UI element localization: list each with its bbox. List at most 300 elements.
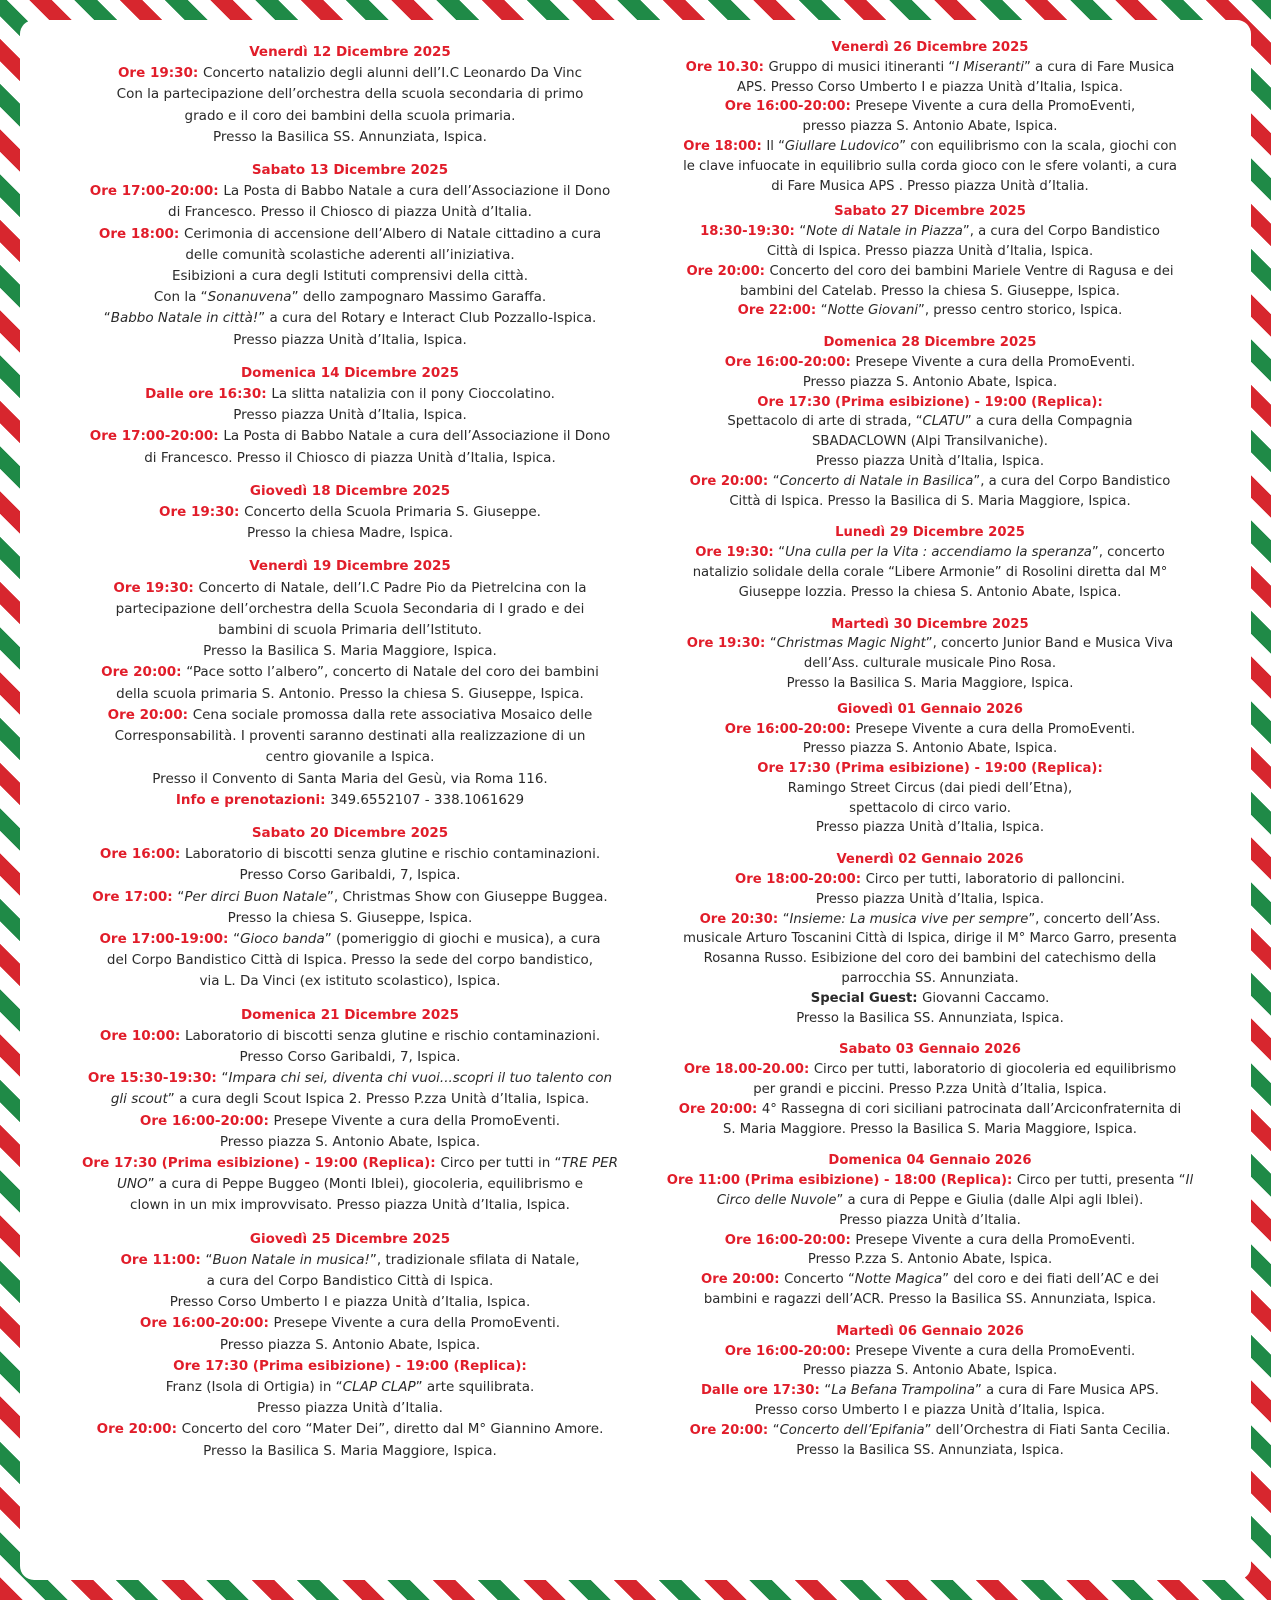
event-text: Laboratorio di biscotti senza glutine e rischio contaminazioni.: [184, 846, 601, 863]
event-line: [60, 1335, 640, 1356]
event-text: ”, concerto dell’Ass.: [1028, 911, 1161, 927]
event-line: [655, 432, 1205, 452]
event-line: [60, 578, 640, 599]
event-time: Ore 17:30 (Prima esibizione) - 19:00 (Replica):: [81, 1154, 441, 1171]
event-text: Gruppo di musici itineranti “: [768, 59, 956, 75]
event-title: CLATU: [922, 414, 965, 430]
event-line: [60, 726, 640, 747]
event-text: Presso Corso Umberto I e piazza Unità d’Italia, Ispica.: [169, 1294, 531, 1311]
event-text: Circo per tutti in “: [440, 1154, 562, 1171]
event-title: Note di Natale in Piazza: [806, 224, 963, 240]
program-sheet: [20, 20, 1251, 1580]
event-time: Dalle ore 16:30:: [145, 386, 272, 403]
event-line: [655, 1191, 1205, 1211]
day-heading: Domenica 14 Dicembre 2025: [240, 364, 460, 381]
event-line: [60, 705, 640, 726]
event-line: [60, 1419, 640, 1440]
event-text: Presso piazza Unità d’Italia, Ispica.: [815, 820, 1045, 836]
event-line: [60, 330, 640, 351]
day-heading: Martedì 30 Dicembre 2025: [831, 616, 1029, 632]
event-line: [60, 1068, 640, 1089]
event-text: ”, a cura del Corpo Bandistico: [962, 224, 1160, 240]
event-title: TRE PER: [561, 1154, 619, 1171]
event-time: Ore 17:00-19:00:: [99, 930, 234, 947]
event-text: La Posta di Babbo Natale a cura dell’Associazione il Dono: [223, 183, 611, 200]
event-text: Presso la Basilica S. Maria Maggiore, Ispica.: [786, 675, 1074, 691]
event-line: [60, 929, 640, 950]
event-text: clown in un mix improvvisato. Presso piazza Unità d’Italia, Ispica.: [130, 1197, 570, 1214]
event-line: [655, 910, 1205, 930]
event-line: [655, 472, 1205, 492]
event-line: [60, 1111, 640, 1132]
event-line: [60, 1250, 640, 1271]
event-time: Ore 20:00:: [107, 706, 193, 723]
event-time: 18:30-19:30:: [700, 224, 800, 240]
event-line: [60, 181, 640, 202]
event-text: Concerto di Natale, dell’I.C Padre Pio da Pietrelcina con la: [198, 579, 587, 596]
event-line: [655, 1060, 1205, 1080]
event-time: Ore 17:00-20:00:: [89, 183, 224, 200]
event-time: Ore 18.00-20.00:: [683, 1062, 814, 1078]
event-text: Concerto del coro “Mater Dei”, diretto dal M° Giannino Amore.: [181, 1421, 604, 1438]
event-text: Presso piazza S. Antonio Abate, Ispica.: [219, 1133, 481, 1150]
event-line: [60, 426, 640, 447]
event-time: Ore 19:30:: [686, 636, 770, 652]
event-line: [655, 262, 1205, 282]
event-line: [60, 865, 640, 886]
event-line: [60, 202, 640, 223]
event-line: [60, 1195, 640, 1216]
event-text: bambini di scuola Primaria dell’Istituto.: [218, 622, 482, 639]
event-line: [60, 641, 640, 662]
event-title: I Miseranti: [955, 59, 1025, 75]
event-time: Ore 19:30:: [117, 65, 204, 82]
event-line: [60, 790, 640, 811]
event-line: [60, 684, 640, 705]
event-text: delle comunità scolastiche aderenti all’iniziativa.: [185, 246, 515, 263]
event-text: ”, presso centro storico, Ispica.: [918, 303, 1123, 319]
event-text: ” con equilibrismo con la scala, giochi con: [899, 138, 1177, 154]
event-time: Ore 20:30:: [699, 911, 783, 927]
event-text: Circo per tutti, presenta “: [1016, 1173, 1186, 1189]
event-text: Cena sociale promossa dalla rete associativa Mosaico delle: [192, 706, 593, 723]
event-text: Presepe Vivente a cura della PromoEventi.: [855, 1232, 1136, 1248]
event-time: Ore 19:30:: [695, 545, 779, 561]
event-title: Giullare Ludovico: [784, 138, 900, 154]
event-title: Concerto di Natale in Basilica: [779, 473, 974, 489]
event-line: [60, 1271, 640, 1292]
event-line: [655, 759, 1205, 779]
event-time: Ore 17:00:: [92, 888, 178, 905]
event-time: Ore 10.30:: [685, 59, 769, 75]
event-text: spettacolo di circo vario.: [849, 800, 1011, 816]
event-time: Ore 19:30:: [113, 579, 199, 596]
event-text: Presso la Basilica SS. Annunziata, Ispica.: [796, 1442, 1064, 1458]
day-heading: Domenica 04 Gennaio 2026: [828, 1153, 1032, 1169]
event-line: [60, 747, 640, 768]
event-text: bambini del Catelab. Presso la chiesa S. Giuseppe, Ispica.: [740, 283, 1120, 299]
event-line: [60, 769, 640, 790]
event-line: [655, 177, 1205, 197]
event-title: Impara chi sei, diventa chi vuoi...scopri il tuo talento con: [228, 1070, 613, 1087]
event-text: S. Maria Maggiore. Presso la Basilica S. Maria Maggiore, Ispica.: [722, 1121, 1137, 1137]
event-line: [655, 137, 1205, 157]
event-text: Corresponsabilità. I proventi saranno destinati alla realizzazione di un: [114, 728, 586, 745]
event-time: Ore 11:00:: [120, 1251, 206, 1268]
event-line: [655, 1211, 1205, 1231]
event-text: partecipazione dell’orchestra della Scuola Secondaria di I grado e dei: [115, 600, 585, 617]
event-text: ” a cura di Peppe Buggeo (Monti Iblei), giocoleria, equilibrismo e: [147, 1176, 584, 1193]
event-text: “: [820, 303, 828, 319]
event-title: Christmas Magic Night: [776, 636, 926, 652]
event-line: [60, 620, 640, 641]
event-title: Insieme: La musica vive per sempre: [789, 911, 1029, 927]
event-line: [655, 989, 1205, 1009]
day-heading: Giovedì 18 Dicembre 2025: [249, 482, 451, 499]
right-column: [655, 38, 1205, 1460]
event-line: [60, 908, 640, 929]
event-text: Ramingo Street Circus (dai piedi dell’Etna),: [787, 780, 1073, 796]
day-heading: Giovedì 25 Dicembre 2025: [249, 1230, 451, 1247]
event-line: [655, 78, 1205, 98]
event-line: [655, 1171, 1205, 1191]
event-line: [60, 384, 640, 405]
event-text: Presso la Basilica SS. Annunziata, Ispica.: [796, 1010, 1064, 1026]
event-line: [60, 1026, 640, 1047]
event-line: [60, 1174, 640, 1195]
event-line: [655, 583, 1205, 603]
event-line: [60, 599, 640, 620]
event-text: Con la partecipazione dell’orchestra della scuola secondaria di primo: [116, 86, 584, 103]
event-time: Info e prenotazioni:: [175, 791, 331, 808]
event-line: [655, 1421, 1205, 1441]
event-text: di Francesco. Presso il Chiosco di piazza Unità d’Italia, Ispica.: [144, 449, 556, 466]
event-line: [60, 1292, 640, 1313]
event-text: Concerto natalizio degli alunni dell’I.C Leonardo Da Vinc: [203, 65, 583, 82]
event-line: [60, 1089, 640, 1110]
event-line: [60, 266, 640, 287]
event-text: ” del coro e dei fiati dell’AC e dei: [942, 1272, 1159, 1288]
event-title: Il: [1185, 1173, 1194, 1189]
event-line: [655, 634, 1205, 654]
event-text: Cerimonia di accensione dell’Albero di Natale cittadino a cura: [183, 225, 602, 242]
event-title: Sonanuvena: [207, 289, 292, 306]
event-text: Franz (Isola di Ortigia) in “: [165, 1378, 343, 1395]
event-time: Ore 16:00-20:00:: [724, 1343, 856, 1359]
event-text: parrocchia SS. Annunziata.: [841, 971, 1019, 987]
event-title: Notte Magica: [854, 1272, 943, 1288]
event-text: Presso piazza S. Antonio Abate, Ispica.: [802, 1363, 1058, 1379]
event-line: [60, 1313, 640, 1334]
event-line: [655, 157, 1205, 177]
event-time: Ore 16:00-20:00:: [724, 99, 856, 115]
special-guest-label: Special Guest:: [810, 990, 923, 1006]
event-text: presso piazza S. Antonio Abate, Ispica.: [802, 119, 1058, 135]
event-text: di Francesco. Presso il Chiosco di piazza Unità d’Italia.: [168, 204, 532, 221]
event-line: [60, 1377, 640, 1398]
event-text: Presepe Vivente a cura della PromoEventi.: [273, 1315, 561, 1332]
event-text: ” a cura di Fare Musica APS.: [974, 1383, 1159, 1399]
event-line: [655, 654, 1205, 674]
event-line: [655, 870, 1205, 890]
event-time: Ore 16:00-20:00:: [724, 354, 856, 370]
event-line: [655, 353, 1205, 373]
event-text: Presso P.zza S. Antonio Abate, Ispica.: [807, 1252, 1053, 1268]
event-text: Presso piazza Unità d’Italia.: [839, 1212, 1021, 1228]
event-line: [60, 1441, 640, 1462]
event-time: Ore 18:00:: [98, 225, 184, 242]
event-line: [60, 1153, 640, 1174]
event-time: Ore 17:30 (Prima esibizione) - 19:00 (Replica):: [757, 394, 1103, 410]
event-title: CLAP CLAP: [342, 1378, 416, 1395]
event-line: [655, 282, 1205, 302]
event-text: ” a cura di Peppe e Giulia (dalle Alpi agli Iblei).: [836, 1193, 1144, 1209]
event-text: centro giovanile a Ispica.: [265, 749, 435, 766]
event-line: [655, 1290, 1205, 1310]
event-text: SBADACLOWN (Alpi Transilvaniche).: [812, 434, 1048, 450]
event-line: [60, 224, 640, 245]
event-title: gli scout: [110, 1091, 168, 1108]
event-text: “: [221, 1070, 229, 1087]
day-heading: Venerdì 19 Dicembre 2025: [249, 558, 451, 575]
event-text: “: [177, 888, 185, 905]
day-heading: Martedì 06 Gennaio 2026: [836, 1323, 1024, 1339]
event-line: [655, 452, 1205, 472]
event-text: Laboratorio di biscotti senza glutine e rischio contaminazioni.: [184, 1027, 601, 1044]
event-text: “: [799, 224, 807, 240]
event-text: ” a cura di Fare Musica: [1024, 59, 1175, 75]
event-line: [60, 448, 640, 469]
day-heading: Sabato 03 Gennaio 2026: [839, 1042, 1021, 1058]
event-text: ” dell’Orchestra di Fiati Santa Cecilia.: [924, 1422, 1171, 1438]
event-line: [655, 779, 1205, 799]
event-line: [655, 739, 1205, 759]
event-text: Presso piazza S. Antonio Abate, Ispica.: [802, 374, 1058, 390]
event-line: [60, 106, 640, 127]
event-line: [655, 890, 1205, 910]
event-text: “: [772, 473, 780, 489]
event-text: musicale Arturo Toscanini Città di Ispica, dirige il M° Marco Garro, presenta: [683, 931, 1177, 947]
event-text: Presso piazza Unità d’Italia.: [257, 1400, 443, 1417]
event-line: [655, 301, 1205, 321]
day-heading: Sabato 13 Dicembre 2025: [251, 162, 449, 179]
event-line: [655, 818, 1205, 838]
event-text: La Posta di Babbo Natale a cura dell’Associazione il Dono: [223, 428, 611, 445]
day-heading: Venerdì 02 Gennaio 2026: [836, 852, 1024, 868]
day-heading: Venerdì 12 Dicembre 2025: [249, 44, 451, 60]
event-text: a cura del Corpo Bandistico Città di Ispica.: [206, 1272, 494, 1289]
event-text: Presso corso Umberto I e piazza Unità d’Italia, Ispica.: [754, 1403, 1106, 1418]
event-text: via L. Da Vinci (ex istituto scolastico), Ispica.: [199, 973, 501, 990]
event-time: Ore 17:30 (Prima esibizione) - 19:00 (Replica):: [173, 1357, 527, 1374]
event-line: [655, 492, 1205, 512]
event-title: UNO: [116, 1176, 148, 1193]
event-line: [655, 563, 1205, 583]
event-title: Babbo Natale in città!: [110, 310, 259, 327]
event-text: ” a cura del Rotary e Interact Club Pozzallo-Ispica.: [258, 310, 597, 327]
event-line: [60, 950, 640, 971]
event-line: [655, 58, 1205, 78]
event-line: [60, 1132, 640, 1153]
event-line: [60, 971, 640, 992]
event-time: Ore 20:00:: [689, 473, 773, 489]
event-line: [60, 63, 640, 84]
event-text: di Fare Musica APS . Presso piazza Unità d’Italia.: [771, 178, 1089, 194]
event-text: Circo per tutti, laboratorio di giocoleria ed equilibrismo: [813, 1062, 1177, 1078]
event-line: [60, 523, 640, 544]
event-time: Ore 17:00-20:00:: [89, 428, 224, 445]
event-time: Ore 16:00-20:00:: [139, 1112, 274, 1129]
event-text: le clave infuocate in equilibrio sulla corda gioco con le sfere volanti, a cura: [683, 158, 1177, 174]
event-line: [655, 929, 1205, 949]
event-text: Esibizioni a cura degli Istituti comprensivi della città.: [171, 268, 529, 285]
event-line: [60, 287, 640, 308]
event-title: Notte Giovani: [827, 303, 919, 319]
event-line: [60, 1047, 640, 1068]
event-line: [655, 373, 1205, 393]
event-time: Ore 18:00:: [683, 138, 767, 154]
event-line: [60, 662, 640, 683]
event-text: Presso la chiesa S. Giuseppe, Ispica.: [227, 909, 473, 926]
event-text: Presso piazza Unità d’Italia, Ispica.: [233, 407, 467, 424]
event-text: APS. Presso Corso Umberto I e piazza Unità d’Italia, Ispica.: [737, 79, 1123, 95]
event-text: ” a cura degli Scout Ispica 2. Presso P.zza Unità d’Italia, Ispica.: [167, 1091, 590, 1108]
event-text: “: [103, 310, 111, 327]
event-text: ”, Christmas Show con Giuseppe Buggea.: [326, 888, 608, 905]
event-text: Concerto della Scuola Primaria S. Giuseppe.: [244, 504, 541, 521]
event-text: ”, concerto: [1091, 545, 1165, 561]
event-time: Ore 16:00-20:00:: [139, 1315, 274, 1332]
event-text: Concerto “: [784, 1272, 855, 1288]
event-text: Città di Ispica. Presso la Basilica di S. Maria Maggiore, Ispica.: [729, 493, 1131, 509]
event-text: Presso il Convento di Santa Maria del Gesù, via Roma 116.: [152, 770, 548, 787]
event-time: Ore 22:00:: [737, 303, 821, 319]
day-heading: Domenica 21 Dicembre 2025: [240, 1006, 460, 1023]
event-text: 349.6552107 - 338.1061629: [330, 791, 525, 808]
event-line: [655, 720, 1205, 740]
event-time: Ore 19:30:: [159, 504, 245, 521]
event-time: Ore 15:30-19:30:: [87, 1070, 222, 1087]
event-text: “: [205, 1251, 213, 1268]
event-text: Presso la chiesa Madre, Ispica.: [247, 525, 453, 542]
event-title: Concerto dell’Epifania: [779, 1422, 925, 1438]
event-time: Ore 20:00:: [689, 1422, 773, 1438]
event-line: [60, 1356, 640, 1377]
event-time: Ore 20:00:: [96, 1421, 182, 1438]
event-time: Ore 20:00:: [686, 263, 770, 279]
event-text: Presso Corso Garibaldi, 7, Ispica.: [239, 1048, 461, 1065]
event-text: ” (pomeriggio di giochi e musica), a cura: [324, 930, 601, 947]
event-text: Presso la Basilica S. Maria Maggiore, Ispica.: [203, 1442, 497, 1459]
event-time: Ore 20:00:: [678, 1101, 762, 1117]
event-text: Giovanni Caccamo.: [922, 990, 1050, 1006]
event-time: Ore 16:00:: [99, 846, 185, 863]
event-time: Ore 17:30 (Prima esibizione) - 19:00 (Replica):: [757, 761, 1103, 777]
event-text: ”, a cura del Corpo Bandistico: [973, 473, 1171, 489]
day-heading: Domenica 28 Dicembre 2025: [823, 335, 1037, 351]
event-text: Il “: [766, 138, 785, 154]
event-text: “Pace sotto l’albero”, concerto di Natale del coro dei bambini: [186, 664, 599, 681]
event-text: Giuseppe Iozzia. Presso la chiesa S. Antonio Abate, Ispica.: [738, 584, 1122, 600]
event-time: Dalle ore 17:30:: [700, 1383, 825, 1399]
event-line: [60, 502, 640, 523]
event-text: Presepe Vivente a cura della PromoEventi,: [855, 99, 1136, 115]
event-line: [655, 1441, 1205, 1461]
event-text: Concerto del coro dei bambini Mariele Ventre di Ragusa e dei: [769, 263, 1174, 279]
event-text: ” arte squilibrata.: [415, 1378, 535, 1395]
event-line: [655, 412, 1205, 432]
event-text: grado e il coro dei bambini della scuola primaria.: [184, 107, 516, 124]
event-time: Ore 16:00-20:00:: [724, 1232, 856, 1248]
event-line: [60, 405, 640, 426]
event-line: [60, 887, 640, 908]
event-text: dell’Ass. culturale musicale Pino Rosa.: [803, 656, 1057, 672]
event-text: Presepe Vivente a cura della PromoEventi.: [855, 721, 1136, 737]
event-line: [60, 308, 640, 329]
event-line: [655, 949, 1205, 969]
event-text: Città di Ispica. Presso piazza Unità d’Italia, Ispica.: [766, 243, 1094, 259]
event-text: ” a cura della Compagnia: [964, 414, 1133, 430]
event-line: [655, 674, 1205, 694]
event-text: Presso piazza Unità d’Italia, Ispica.: [815, 891, 1045, 907]
day-heading: Sabato 20 Dicembre 2025: [251, 824, 449, 841]
event-line: [655, 393, 1205, 413]
event-text: Con la “: [153, 289, 208, 306]
left-column: [60, 42, 640, 1462]
event-text: Presso Corso Garibaldi, 7, Ispica.: [239, 867, 461, 884]
event-title: Una culla per la Vita : accendiamo la speranza: [785, 545, 1092, 561]
event-line: [60, 84, 640, 105]
event-title: Gioco banda: [240, 930, 325, 947]
event-text: Presso piazza Unità d’Italia, Ispica.: [233, 331, 467, 348]
event-time: Ore 10:00:: [99, 1027, 185, 1044]
day-heading: Giovedì 01 Gennaio 2026: [837, 701, 1023, 717]
event-time: Ore 18:00-20:00:: [735, 872, 866, 888]
event-text: “: [778, 545, 786, 561]
event-text: Presepe Vivente a cura della PromoEventi.: [273, 1112, 561, 1129]
event-line: [60, 127, 640, 148]
event-text: ”, tradizionale sfilata di Natale,: [369, 1251, 580, 1268]
event-title: Circo delle Nuvole: [716, 1193, 837, 1209]
event-text: Presepe Vivente a cura della PromoEventi.: [855, 1343, 1136, 1359]
event-text: del Corpo Bandistico Città di Ispica. Presso la sede del corpo bandistico,: [106, 952, 594, 969]
event-text: Presso piazza S. Antonio Abate, Ispica.: [219, 1336, 481, 1353]
event-line: [655, 1342, 1205, 1362]
event-line: [655, 543, 1205, 563]
event-line: [655, 1401, 1205, 1421]
event-text: Rosanna Russo. Esibizione del coro dei bambini del catechismo della: [703, 951, 1157, 967]
event-time: Ore 11:00 (Prima esibizione) - 18:00 (Replica):: [666, 1173, 1017, 1189]
event-line: [655, 1270, 1205, 1290]
event-line: [655, 969, 1205, 989]
event-text: Presso la Basilica S. Maria Maggiore, Ispica.: [203, 643, 497, 660]
event-text: “: [824, 1383, 832, 1399]
event-line: [60, 245, 640, 266]
event-text: per grandi e piccini. Presso P.zza Unità d’Italia, Ispica.: [753, 1082, 1107, 1098]
day-heading: Venerdì 26 Dicembre 2025: [831, 40, 1029, 55]
event-line: [655, 117, 1205, 137]
event-line: [60, 1398, 640, 1419]
event-line: [655, 97, 1205, 117]
event-time: Ore 20:00:: [101, 664, 187, 681]
event-line: [655, 1381, 1205, 1401]
event-text: ”, concerto Junior Band e Musica Viva: [925, 636, 1174, 652]
day-heading: Lunedì 29 Dicembre 2025: [835, 525, 1025, 541]
event-line: [655, 799, 1205, 819]
event-text: Presso la Basilica SS. Annunziata, Ispica.: [213, 128, 487, 145]
event-text: bambini e ragazzi dell’ACR. Presso la Basilica SS. Annunziata, Ispica.: [703, 1292, 1157, 1308]
event-text: Presepe Vivente a cura della PromoEventi.: [855, 354, 1136, 370]
